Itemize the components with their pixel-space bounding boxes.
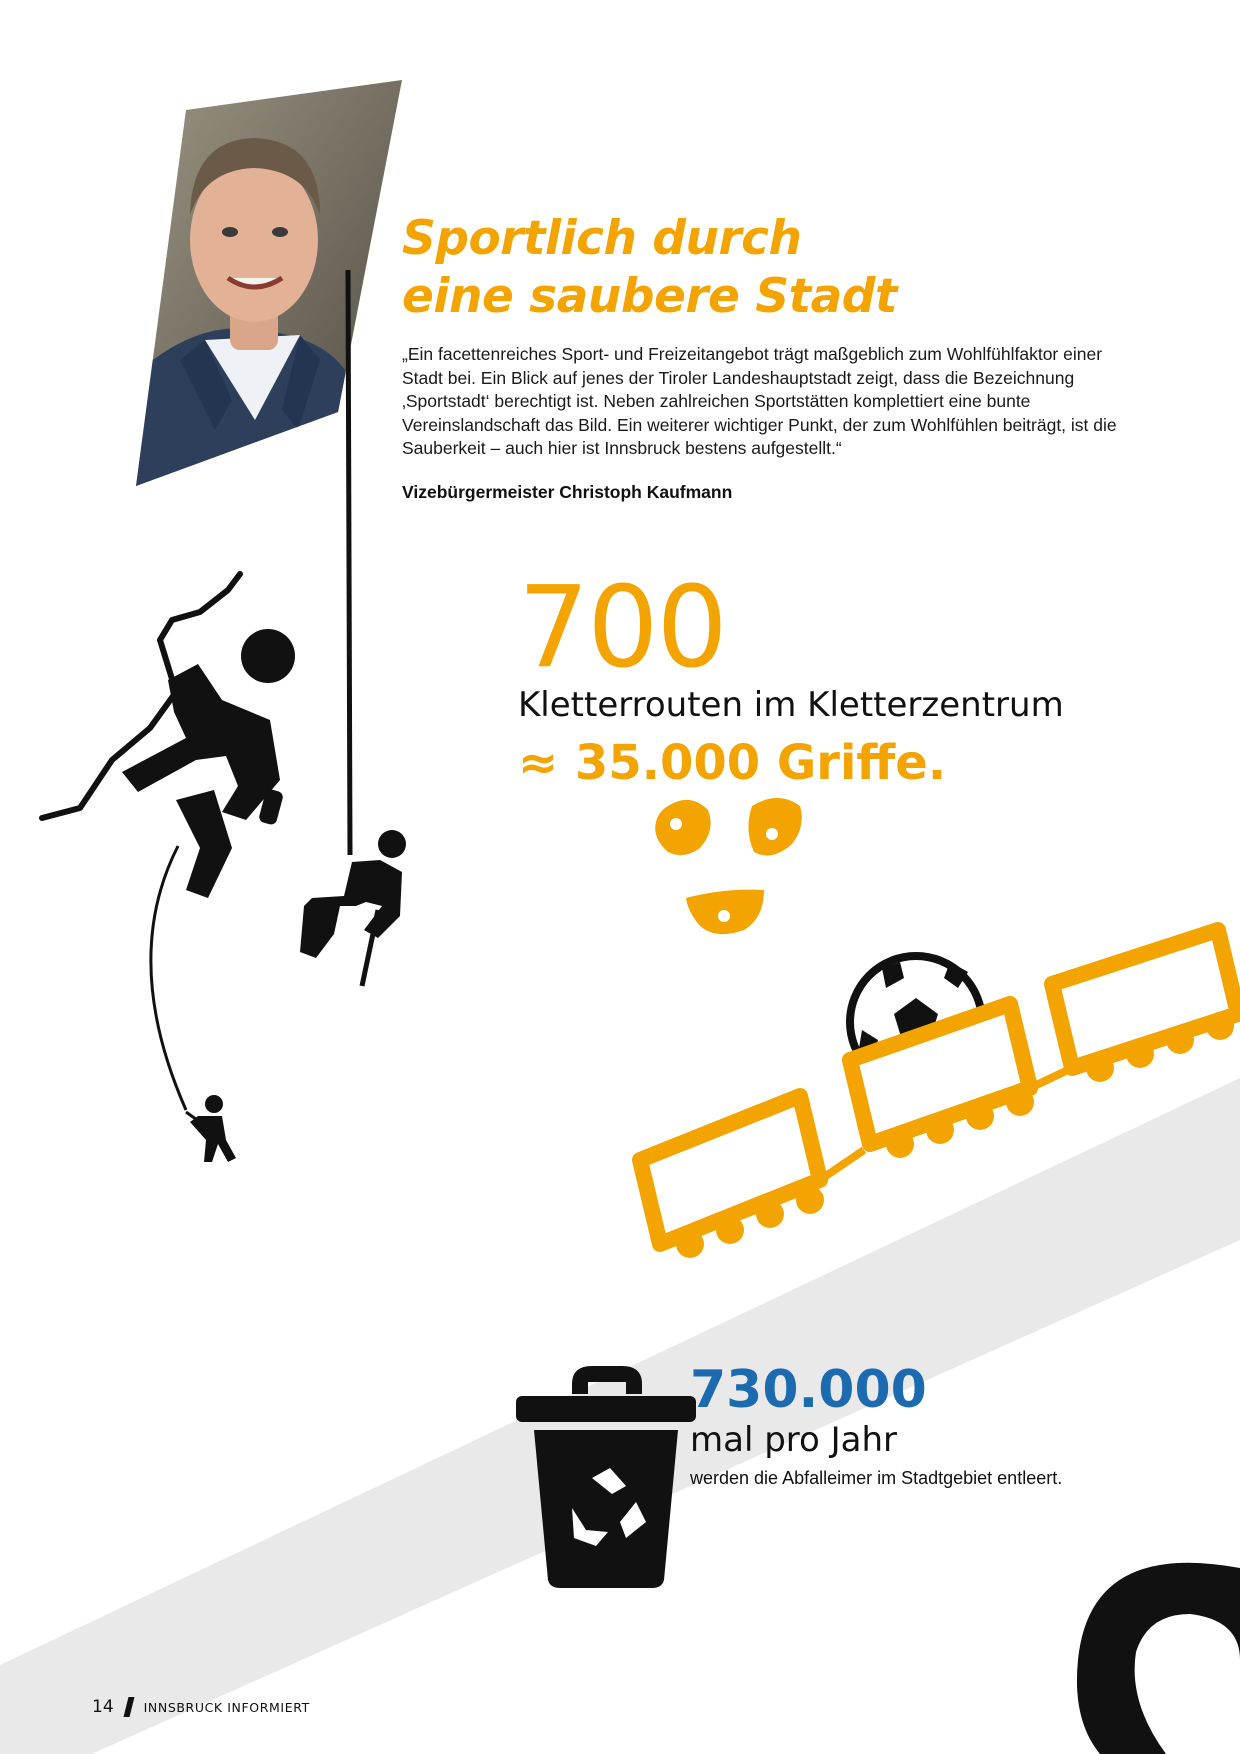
headline-line-2: eine saubere Stadt — [402, 269, 897, 324]
climbing-routes-label: Kletterrouten im Kletterzentrum — [518, 685, 1064, 725]
footer-divider — [123, 1697, 134, 1717]
page-title — [402, 210, 962, 326]
page-footer — [92, 1697, 310, 1717]
page-number: 14 — [92, 1697, 114, 1717]
climbing-routes-value: 700 — [518, 563, 726, 693]
headline-line-1: Sportlich durch — [402, 211, 802, 266]
bin-emptying-value: 730.000 — [690, 1360, 927, 1420]
belayer-icon — [186, 1095, 236, 1162]
bin-emptying-note: werden die Abfalleimer im Stadtgebiet entleert. — [690, 1468, 1063, 1488]
recycling-bin-icon — [516, 1366, 696, 1588]
rope — [348, 270, 350, 855]
quote-text: „Ein facettenreiches Sport- und Freizeitangebot trägt maßgeblich zum Wohlfühlfaktor einer Stadt bei. Ein Blick auf jenes der Tiroler Landeshauptstadt zeigt, dass die Bezeichnung ‚Sportstadt‘ berechtigt ist. Neben zahlreichen Sportstätten komplettiert eine bunte Vereinslandschaft das Bild. Ein weiterer wichtiger Punkt, der zum Wohlfühlen beiträgt, ist die Sauberkeit – auch hier ist Innsbruck bestens aufgestellt.“ — [402, 344, 1117, 458]
bin-emptying-label: mal pro Jahr — [690, 1420, 898, 1460]
decorative-swirl — [1077, 1563, 1240, 1754]
quote-author: Vizebürgermeister Christoph Kaufmann — [402, 482, 733, 502]
climber-icon — [122, 629, 295, 898]
abseiler-icon — [300, 830, 406, 986]
belay-rope — [151, 846, 186, 1110]
publication-name: INNSBRUCK INFORMIERT — [143, 1699, 310, 1715]
climbing-holds-count: ≈ 35.000 Griffe. — [518, 735, 947, 791]
climbing-holds-icon — [655, 798, 802, 934]
portrait-photo — [130, 75, 410, 495]
